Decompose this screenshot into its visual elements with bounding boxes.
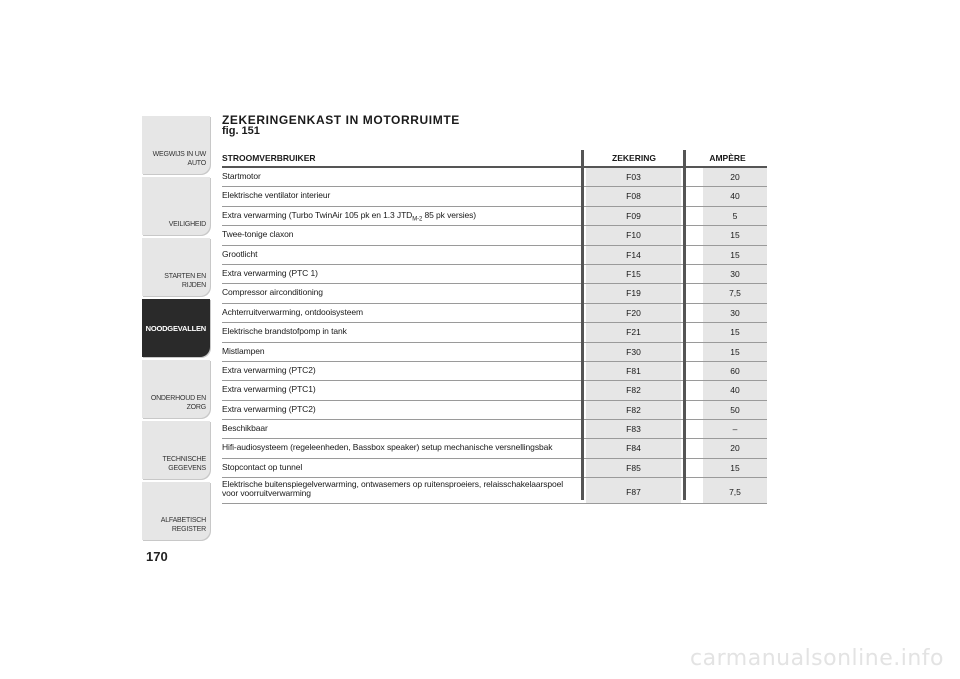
fuse-code: F14 xyxy=(626,249,641,260)
consumer-cell xyxy=(222,366,577,375)
watermark: carmanualsonline.info xyxy=(690,646,944,671)
fuse-code: F20 xyxy=(626,307,641,318)
fuse-cell xyxy=(586,401,681,419)
ampere-cell xyxy=(703,226,767,244)
chapter-tab-label: ALFABETISCH REGISTER xyxy=(160,517,206,533)
chapter-tab[interactable] xyxy=(142,360,210,418)
consumer-text: Elektrische ventilator interieur xyxy=(222,190,331,201)
fuse-code: F82 xyxy=(626,385,641,396)
fuse-code: F85 xyxy=(626,462,641,473)
fuse-code: F08 xyxy=(626,191,641,202)
fuse-cell xyxy=(586,323,681,341)
consumer-cell xyxy=(222,230,577,239)
chapter-tab-label: STARTEN EN RIJDEN xyxy=(164,273,206,289)
page-number: 170 xyxy=(146,549,168,564)
chapter-tab-label: ONDERHOUD EN ZORG xyxy=(150,395,206,411)
consumer-text: Startmotor xyxy=(222,171,261,181)
fuse-cell xyxy=(586,478,681,503)
fuse-cell xyxy=(586,343,681,361)
consumer-text: Extra verwarming (PTC2) xyxy=(222,364,316,375)
consumer-cell xyxy=(222,191,577,200)
fuse-cell xyxy=(586,420,681,438)
ampere-value: 40 xyxy=(730,191,740,202)
fuse-cell xyxy=(586,168,681,186)
consumer-cell xyxy=(222,250,577,259)
header-ampere: AMPÈRE xyxy=(709,153,746,163)
section-heading: ZEKERINGENKAST IN MOTORRUIMTE xyxy=(222,113,460,127)
consumer-cell xyxy=(222,211,577,225)
chapter-tab-label: NOODGEVALLEN xyxy=(145,323,206,333)
consumer-cell xyxy=(222,269,577,278)
fuse-code: F82 xyxy=(626,404,641,415)
chapter-tab[interactable] xyxy=(142,238,210,296)
ampere-cell xyxy=(703,420,767,438)
fuse-cell xyxy=(586,439,681,457)
fuse-code: F10 xyxy=(626,230,641,241)
ampere-value: 7,5 xyxy=(729,487,741,498)
fuse-code: F83 xyxy=(626,424,641,435)
fuse-cell xyxy=(586,459,681,477)
ampere-cell xyxy=(703,343,767,361)
ampere-cell xyxy=(703,246,767,264)
chapter-tab[interactable] xyxy=(142,116,210,174)
ampere-value: 40 xyxy=(730,385,740,396)
consumer-text-tail: 85 pk versies) xyxy=(422,209,477,220)
fuse-code: F03 xyxy=(626,172,641,182)
consumer-text: Mistlampen xyxy=(222,345,265,356)
consumer-text: Beschikbaar xyxy=(222,423,268,434)
consumer-subscript: M-2 xyxy=(412,216,423,223)
consumer-cell xyxy=(222,405,577,414)
figure-reference: fig. 151 xyxy=(222,125,260,137)
fuse-code: F84 xyxy=(626,443,641,454)
ampere-value: 30 xyxy=(730,307,740,318)
consumer-text: Extra verwarming (PTC2) xyxy=(222,403,316,414)
ampere-value: 60 xyxy=(730,365,740,376)
ampere-value: 15 xyxy=(730,462,740,473)
fuse-code: F87 xyxy=(626,487,641,498)
fuse-cell xyxy=(586,284,681,302)
chapter-tab-label: VEILIGHEID xyxy=(168,220,206,228)
ampere-cell xyxy=(703,323,767,341)
fuse-code: F30 xyxy=(626,346,641,357)
chapter-tab[interactable] xyxy=(142,482,210,540)
consumer-text: Elektrische buitenspiegelverwarming, ontwasemers op ruitensproeiers, relaisschakelaarspoel voor voorruitverwarming xyxy=(222,479,564,499)
consumer-cell xyxy=(222,172,577,181)
fuse-cell xyxy=(586,265,681,283)
ampere-cell xyxy=(703,265,767,283)
fuse-cell xyxy=(586,226,681,244)
ampere-value: 5 xyxy=(732,210,738,221)
consumer-cell xyxy=(222,327,577,336)
fuse-cell xyxy=(586,381,681,399)
ampere-cell xyxy=(703,304,767,322)
ampere-value: 7,5 xyxy=(729,288,741,299)
ampere-cell xyxy=(703,478,767,503)
consumer-text: Extra verwarming (PTC1) xyxy=(222,384,316,395)
ampere-cell xyxy=(703,459,767,477)
ampere-value: 30 xyxy=(730,268,740,279)
chapter-tab-label: TECHNISCHE GEGEVENS xyxy=(162,456,206,472)
column-divider xyxy=(683,150,686,500)
consumer-cell xyxy=(222,308,577,317)
chapter-sidebar xyxy=(142,116,210,543)
ampere-cell xyxy=(703,401,767,419)
chapter-tab[interactable] xyxy=(142,421,210,479)
ampere-value: 15 xyxy=(730,230,740,241)
consumer-text: Twee-tonige claxon xyxy=(222,229,294,240)
consumer-text: Extra verwarming (PTC 1) xyxy=(222,267,318,278)
chapter-tab[interactable] xyxy=(142,177,210,235)
fuse-cell xyxy=(586,187,681,205)
column-divider xyxy=(581,150,584,500)
header-consumer: STROOMVERBRUIKER xyxy=(222,153,316,163)
consumer-text: Achterruitverwarming, ontdooisysteem xyxy=(222,306,363,317)
chapter-tab[interactable] xyxy=(142,299,210,357)
fuse-code: F81 xyxy=(626,365,641,376)
fuse-cell xyxy=(586,362,681,380)
consumer-cell xyxy=(222,288,577,297)
ampere-value: 20 xyxy=(730,172,740,182)
consumer-cell xyxy=(222,463,577,472)
consumer-text: Stopcontact op tunnel xyxy=(222,461,303,472)
consumer-text: Grootlicht xyxy=(222,248,258,259)
ampere-cell xyxy=(703,168,767,186)
consumer-cell xyxy=(222,480,577,498)
ampere-cell xyxy=(703,381,767,399)
ampere-value: 15 xyxy=(730,346,740,357)
ampere-value: 15 xyxy=(730,249,740,260)
consumer-cell xyxy=(222,443,577,452)
ampere-cell xyxy=(703,207,767,225)
fuse-code: F21 xyxy=(626,327,641,338)
fuse-code: F15 xyxy=(626,268,641,279)
consumer-cell xyxy=(222,347,577,356)
ampere-cell xyxy=(703,284,767,302)
ampere-value: 50 xyxy=(730,404,740,415)
fuse-code: F19 xyxy=(626,288,641,299)
ampere-cell xyxy=(703,187,767,205)
consumer-text: Compressor airconditioning xyxy=(222,287,323,298)
consumer-text: Elektrische brandstofpomp in tank xyxy=(222,326,347,337)
header-fuse: ZEKERING xyxy=(612,153,656,163)
fuse-cell xyxy=(586,246,681,264)
consumer-cell xyxy=(222,385,577,394)
fuse-code: F09 xyxy=(626,210,641,221)
fuse-cell xyxy=(586,207,681,225)
ampere-value: 15 xyxy=(730,327,740,338)
ampere-value: 20 xyxy=(730,443,740,454)
ampere-cell xyxy=(703,439,767,457)
consumer-cell xyxy=(222,424,577,433)
ampere-cell xyxy=(703,362,767,380)
fuse-cell xyxy=(586,304,681,322)
ampere-value: – xyxy=(732,424,738,435)
chapter-tab-label: WEGWIJS IN UW AUTO xyxy=(152,151,206,167)
consumer-text: Hifi-audiosysteem (regeleenheden, Bassbox speaker) setup mechanische versnellingsbak xyxy=(222,442,553,453)
consumer-text: Extra verwarming (Turbo TwinAir 105 pk en 1.3 JTD xyxy=(222,209,413,220)
